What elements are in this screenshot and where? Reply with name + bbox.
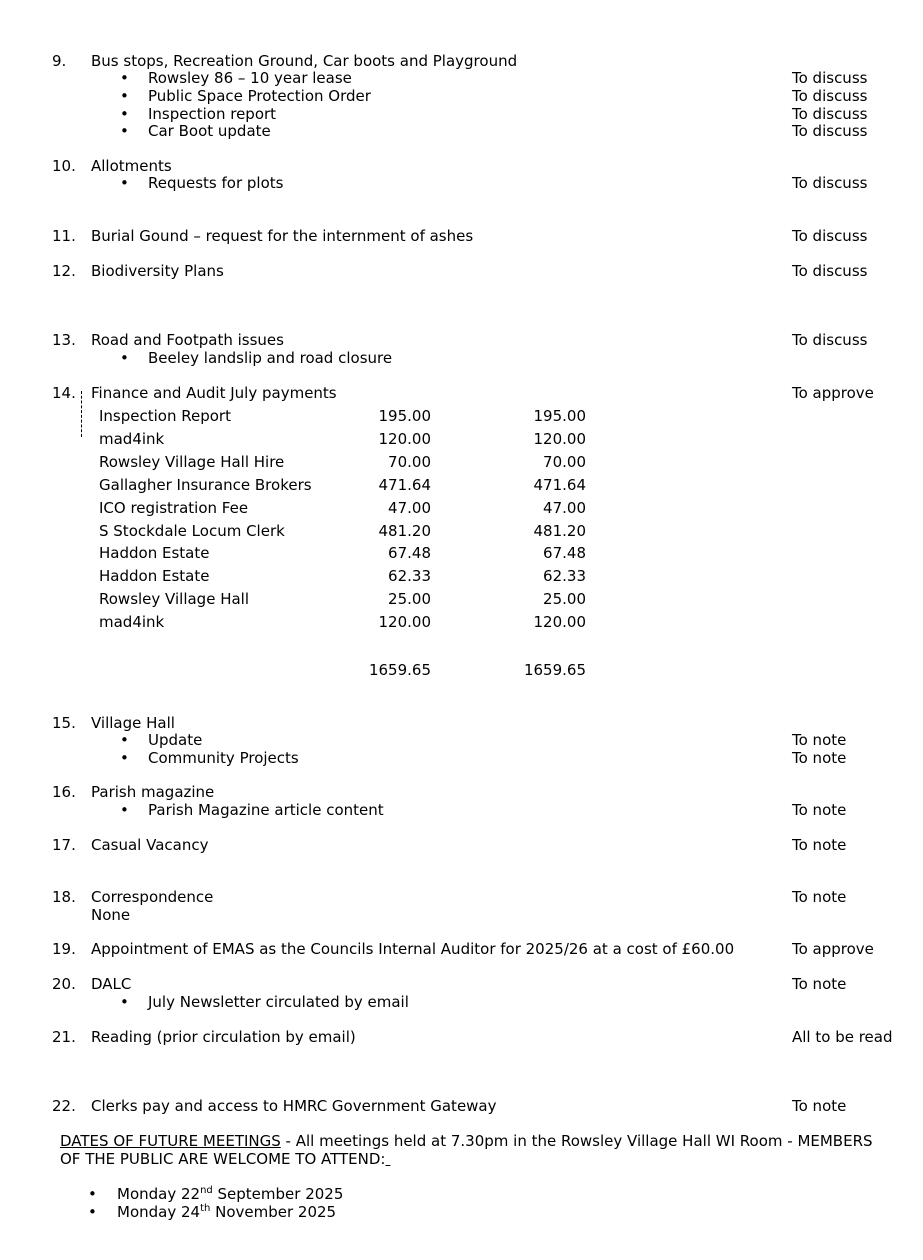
bullet: • bbox=[120, 993, 129, 1011]
item-action: To approve bbox=[792, 940, 874, 958]
item-number: 21. bbox=[52, 1028, 76, 1046]
amount-total: 70.00 bbox=[543, 453, 586, 471]
bullet-text: Update bbox=[148, 731, 203, 749]
amount-total: 62.33 bbox=[543, 567, 586, 585]
item-number: 22. bbox=[52, 1097, 76, 1115]
payee: Rowsley Village Hall Hire bbox=[99, 453, 285, 471]
amount: 195.00 bbox=[378, 407, 431, 425]
item-title: Bus stops, Recreation Ground, Car boots and Playground bbox=[91, 52, 518, 70]
item-subtext: None bbox=[91, 906, 131, 924]
meeting-date: Monday 22nd September 2025 bbox=[117, 1185, 344, 1203]
bullet-text: Community Projects bbox=[148, 749, 299, 767]
amount-total: 481.20 bbox=[533, 522, 586, 540]
payee: ICO registration Fee bbox=[99, 499, 249, 517]
payee: mad4ink bbox=[99, 430, 165, 448]
bullet: • bbox=[120, 87, 129, 105]
item-title: Appointment of EMAS as the Councils Internal Auditor for 2025/26 at a cost of £60.00 bbox=[91, 940, 735, 958]
item-number: 9. bbox=[52, 52, 67, 70]
item-action: To approve bbox=[792, 384, 874, 402]
meetings-notice-line-2 bbox=[60, 1150, 390, 1168]
item-number: 19. bbox=[52, 940, 76, 958]
bullet: • bbox=[88, 1185, 97, 1203]
item-action: To discuss bbox=[792, 105, 868, 123]
amount: 471.64 bbox=[378, 476, 431, 494]
item-title: Correspondence bbox=[91, 888, 214, 906]
amount: 120.00 bbox=[378, 613, 431, 631]
amount: 481.20 bbox=[378, 522, 431, 540]
meetings-text: - All meetings held at 7.30pm in the Rowsley Village Hall WI Room - MEMBERS bbox=[280, 1132, 873, 1150]
item-action: To discuss bbox=[792, 122, 868, 140]
item-title: Biodiversity Plans bbox=[91, 262, 224, 280]
bullet-text: Beeley landslip and road closure bbox=[148, 349, 393, 367]
item-action: To note bbox=[792, 731, 847, 749]
table-cell-border bbox=[81, 391, 82, 437]
item-number: 16. bbox=[52, 783, 76, 801]
item-action: To note bbox=[792, 1097, 847, 1115]
item-number: 12. bbox=[52, 262, 76, 280]
amount-total: 47.00 bbox=[543, 499, 586, 517]
item-action: To discuss bbox=[792, 69, 868, 87]
item-title: Road and Footpath issues bbox=[91, 331, 284, 349]
item-title: Clerks pay and access to HMRC Government Gateway bbox=[91, 1097, 497, 1115]
item-action: All to be read bbox=[792, 1028, 893, 1046]
bullet: • bbox=[120, 105, 129, 123]
item-number: 14. bbox=[52, 384, 76, 402]
amount-total: 120.00 bbox=[533, 613, 586, 631]
amount-total: 67.48 bbox=[543, 544, 586, 562]
meetings-text: OF THE PUBLIC ARE WELCOME TO ATTEND: bbox=[60, 1150, 386, 1168]
amount: 47.00 bbox=[388, 499, 431, 517]
payee: Inspection Report bbox=[99, 407, 231, 425]
meetings-heading: DATES OF FUTURE MEETINGS bbox=[60, 1132, 281, 1150]
item-title: Allotments bbox=[91, 157, 172, 175]
payee: mad4ink bbox=[99, 613, 165, 631]
amount: 120.00 bbox=[378, 430, 431, 448]
item-number: 15. bbox=[52, 714, 76, 732]
amount: 67.48 bbox=[388, 544, 431, 562]
amount: 62.33 bbox=[388, 567, 431, 585]
item-title: Village Hall bbox=[91, 714, 175, 732]
payee: Rowsley Village Hall bbox=[99, 590, 249, 608]
item-action: To discuss bbox=[792, 227, 868, 245]
amount-total: 25.00 bbox=[543, 590, 586, 608]
payee: Gallagher Insurance Brokers bbox=[99, 476, 312, 494]
bullet: • bbox=[120, 749, 129, 767]
item-number: 18. bbox=[52, 888, 76, 906]
bullet-text: Rowsley 86 – 10 year lease bbox=[148, 69, 352, 87]
item-action: To discuss bbox=[792, 262, 868, 280]
item-title: DALC bbox=[91, 975, 132, 993]
payee: Haddon Estate bbox=[99, 544, 210, 562]
amount: 70.00 bbox=[388, 453, 431, 471]
item-title: Reading (prior circulation by email) bbox=[91, 1028, 356, 1046]
bullet-text: Requests for plots bbox=[148, 174, 284, 192]
bullet: • bbox=[120, 801, 129, 819]
amount-total: 120.00 bbox=[533, 430, 586, 448]
bullet: • bbox=[120, 174, 129, 192]
bullet-text: Parish Magazine article content bbox=[148, 801, 384, 819]
bullet: • bbox=[120, 69, 129, 87]
item-number: 17. bbox=[52, 836, 76, 854]
item-action: To note bbox=[792, 836, 847, 854]
item-action: To note bbox=[792, 888, 847, 906]
payee: Haddon Estate bbox=[99, 567, 210, 585]
item-title: Finance and Audit July payments bbox=[91, 384, 337, 402]
amount-total: 471.64 bbox=[533, 476, 586, 494]
item-title: Burial Gound – request for the internment of ashes bbox=[91, 227, 474, 245]
item-action: To discuss bbox=[792, 87, 868, 105]
item-action: To note bbox=[792, 801, 847, 819]
amount: 25.00 bbox=[388, 590, 431, 608]
bullet: • bbox=[120, 122, 129, 140]
item-action: To discuss bbox=[792, 174, 868, 192]
item-number: 10. bbox=[52, 157, 76, 175]
item-number: 11. bbox=[52, 227, 76, 245]
bullet-text: Public Space Protection Order bbox=[148, 87, 371, 105]
item-action: To note bbox=[792, 749, 847, 767]
amount-total: 195.00 bbox=[533, 407, 586, 425]
bullet: • bbox=[120, 349, 129, 367]
item-title: Casual Vacancy bbox=[91, 836, 209, 854]
bullet: • bbox=[88, 1203, 97, 1221]
meetings-notice-line-1 bbox=[60, 1132, 873, 1150]
meeting-date: Monday 24th November 2025 bbox=[117, 1203, 337, 1221]
item-number: 13. bbox=[52, 331, 76, 349]
bullet-text: Inspection report bbox=[148, 105, 277, 123]
amount-total-sum: 1659.65 bbox=[523, 661, 586, 679]
payee: S Stockdale Locum Clerk bbox=[99, 522, 285, 540]
bullet-text: July Newsletter circulated by email bbox=[148, 993, 409, 1011]
item-title: Parish magazine bbox=[91, 783, 215, 801]
bullet: • bbox=[120, 731, 129, 749]
item-number: 20. bbox=[52, 975, 76, 993]
bullet-text: Car Boot update bbox=[148, 122, 271, 140]
amount-sum: 1659.65 bbox=[368, 661, 431, 679]
item-action: To discuss bbox=[792, 331, 868, 349]
item-action: To note bbox=[792, 975, 847, 993]
